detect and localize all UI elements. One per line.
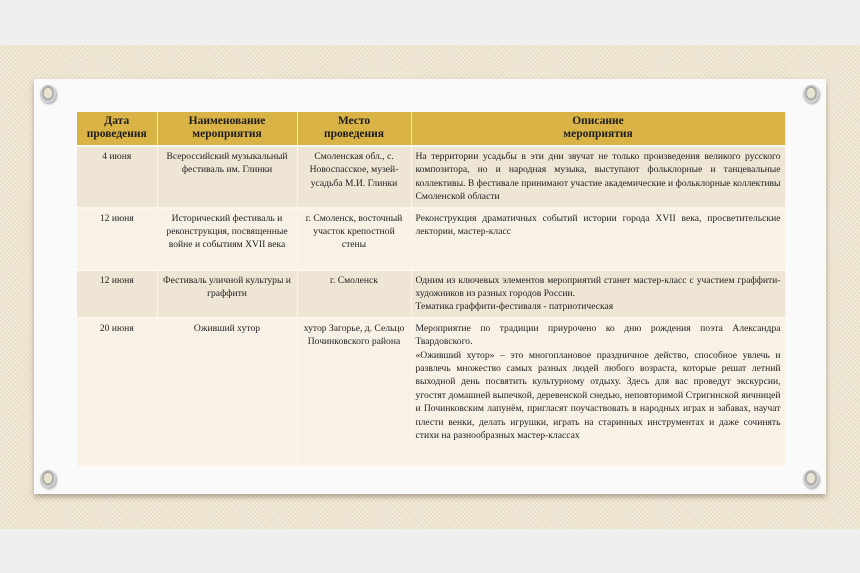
- cell-description: Реконструкция драматичных событий истории города XVII века, просветительские лектории, мастер-класс: [411, 208, 785, 270]
- grommet-icon: [803, 85, 819, 103]
- cell-description: На территории усадьбы в эти дни звучат не только произведения великого русского композитора, но и народная музыка, выступают фольклорные и танцевальные коллективы. В фестивале принимают участие академические и фольклорные коллективы Смоленской области: [411, 146, 785, 208]
- table-row: [77, 146, 785, 208]
- grommet-icon: [40, 85, 56, 103]
- cell-date: 12 июня: [77, 208, 157, 270]
- cell-name: Оживший хутор: [157, 318, 297, 466]
- cell-place: г. Смоленск: [297, 270, 411, 318]
- cell-description: Мероприятие по традиции приурочено ко дню рождения поэта Александра Твардовского. «Оживший хутор» – это многоплановое праздничное действо, способное увлечь и развлечь множество самых разных людей любого возраста, которые решат летний выходной день посвятить культурному отдыху. Здесь для вас проведут экскурсии, угостят домашней выпечкой, деревенской снедью, неповторимой Стригинской яичницей и Починковским лапунём, пригласят поучаствовать в народных играх и забавах, научат плести венки, делать игрушки, играть на старинных инструментах и даже сочинять стихи на разнообразных мастер-классах: [411, 318, 785, 466]
- header-description: Описание мероприятия: [411, 112, 785, 146]
- header-place: Место проведения: [297, 112, 411, 146]
- cell-date: 20 июня: [77, 318, 157, 466]
- cell-place: Смоленская обл., с. Новоспасское, музей-усадьба М.И. Глинки: [297, 146, 411, 208]
- cell-description: Одним из ключевых элементов мероприятий станет мастер-класс с участием граффити-художников из разных городов России. Тематика граффити-фестиваля - патриотическая: [411, 270, 785, 318]
- table-row: [77, 208, 785, 270]
- grommet-icon: [803, 470, 819, 488]
- header-name: Наименование мероприятия: [157, 112, 297, 146]
- cell-date: 4 июня: [77, 146, 157, 208]
- cell-date: 12 июня: [77, 270, 157, 318]
- table-row: [77, 318, 785, 466]
- table-row: [77, 270, 785, 318]
- cell-name: Всероссийский музыкальный фестиваль им. Глинки: [157, 146, 297, 208]
- events-table: [77, 112, 786, 467]
- cell-place: г. Смоленск, восточный участок крепостной стены: [297, 208, 411, 270]
- table-header-row: [77, 112, 785, 146]
- cell-name: Исторический фестиваль и реконструкция, посвященные войне и событиям XVII века: [157, 208, 297, 270]
- cell-place: хутор Загорье, д. Сельцо Починковского района: [297, 318, 411, 466]
- header-date: Дата проведения: [77, 112, 157, 146]
- cell-name: Фестиваль уличной культуры и граффити: [157, 270, 297, 318]
- grommet-icon: [40, 470, 56, 488]
